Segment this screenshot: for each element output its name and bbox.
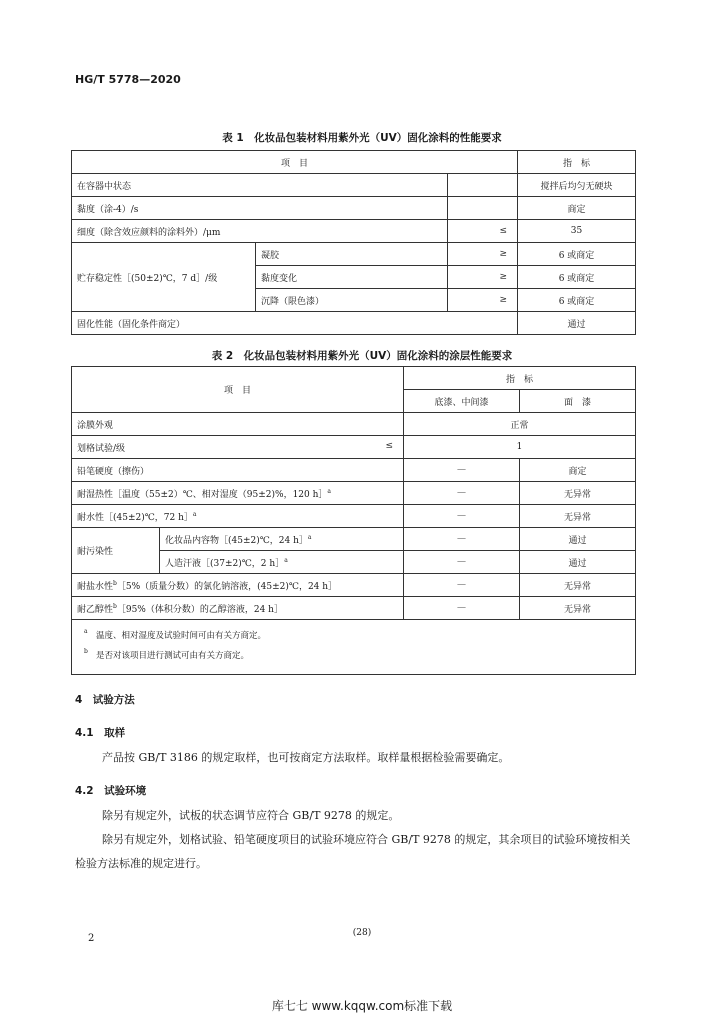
table-cell-sym: ≤ bbox=[448, 220, 518, 243]
crosshatch-sym: ≤ bbox=[385, 440, 393, 451]
table-row bbox=[72, 197, 636, 220]
item-text: 人造汗液［(37±2)℃，2 h］ bbox=[165, 558, 285, 569]
table2 bbox=[71, 366, 636, 675]
table2-header-row bbox=[72, 367, 636, 390]
table-cell-sym: ≥ bbox=[448, 289, 518, 312]
table1-header-row bbox=[72, 151, 636, 174]
table-cell-topcoat: 无异常 bbox=[520, 505, 636, 528]
item-text: 化妆品内容物［(45±2)℃，24 h］ bbox=[165, 535, 308, 546]
table2-head-spec: 指 标 bbox=[404, 367, 636, 390]
section-4-2-title: 4.2 试验环境 bbox=[75, 785, 147, 797]
table-cell-item: 黏度变化 bbox=[256, 266, 448, 289]
table-cell-value: 6 或商定 bbox=[518, 266, 636, 289]
section-4-2-para2: 除另有规定外，划格试验、铅笔硬度项目的试验环境应符合 GB/T 9278 的规定，其余项目的试验环境按相关检验方法标准的规定进行。 bbox=[75, 833, 631, 870]
note-b bbox=[84, 646, 625, 666]
item-text: ［5%（质量分数）的氯化钠溶液，(45±2)℃，24 h］ bbox=[116, 581, 338, 592]
table-cell-item bbox=[72, 505, 404, 528]
table1-caption: 表 1 化妆品包装材料用紫外光（UV）固化涂料的性能要求 bbox=[222, 132, 502, 144]
table-cell-sym: ≥ bbox=[448, 266, 518, 289]
footnote-ref: b bbox=[113, 602, 117, 610]
table-cell-value: 商定 bbox=[518, 197, 636, 220]
table-row bbox=[72, 312, 636, 335]
item-text: 耐乙醇性 bbox=[77, 604, 114, 615]
section-4-1-title: 4.1 取样 bbox=[75, 727, 126, 739]
table-cell-item: 在容器中状态 bbox=[72, 174, 448, 197]
table-cell-item: 黏度（涂-4）/s bbox=[72, 197, 448, 220]
table-notes-row bbox=[72, 620, 636, 675]
note-text: 是否对该项目进行测试可由有关方商定。 bbox=[96, 651, 250, 661]
table-cell-item bbox=[160, 551, 404, 574]
table-cell-sym: ≥ bbox=[448, 243, 518, 266]
footnote-ref: a bbox=[307, 533, 312, 541]
item-text: 耐湿热性［温度（55±2）℃、相对湿度（95±2)%，120 h］ bbox=[77, 489, 328, 500]
table-cell-item bbox=[72, 482, 404, 505]
standard-code-header: HG/T 5778—2020 bbox=[75, 73, 181, 86]
table-cell-primer: — bbox=[404, 551, 520, 574]
footnote-ref: a bbox=[192, 510, 197, 518]
original-page-number: (28) bbox=[352, 928, 372, 938]
table-cell-primer: — bbox=[404, 459, 520, 482]
table-cell-item: 沉降（限色漆） bbox=[256, 289, 448, 312]
table-cell-topcoat: 无异常 bbox=[520, 597, 636, 620]
stain-resistance-label: 耐污染性 bbox=[72, 528, 160, 574]
table2-head-item: 项 目 bbox=[72, 367, 404, 413]
table-row bbox=[72, 220, 636, 243]
table-row bbox=[72, 482, 636, 505]
table-cell-primer: — bbox=[404, 597, 520, 620]
footnote-ref: a bbox=[284, 556, 288, 564]
table-cell-primer: — bbox=[404, 482, 520, 505]
table-cell-primer: — bbox=[404, 505, 520, 528]
footnote-ref: a bbox=[327, 487, 331, 495]
section-4-1-text: 产品按 GB/T 3186 的规定取样，也可按商定方法取样。取样量根据检验需要确定。 bbox=[102, 751, 510, 764]
section-4-title: 4 试验方法 bbox=[75, 694, 135, 706]
table-cell-topcoat: 无异常 bbox=[520, 574, 636, 597]
table-row bbox=[72, 574, 636, 597]
table-cell-value: 通过 bbox=[518, 312, 636, 335]
table-cell-topcoat: 商定 bbox=[520, 459, 636, 482]
table-cell-item: 涂膜外观 bbox=[72, 413, 404, 436]
table1 bbox=[71, 150, 636, 335]
note-mark: a bbox=[84, 628, 88, 635]
table1-head-spec: 指 标 bbox=[518, 151, 636, 174]
table-cell-value: 正常 bbox=[404, 413, 636, 436]
table-row bbox=[72, 597, 636, 620]
crosshatch-label: 划格试验/级 bbox=[77, 443, 126, 454]
item-text: 耐盐水性 bbox=[77, 581, 114, 592]
table-row bbox=[72, 243, 636, 266]
table-cell-value: 6 或商定 bbox=[518, 243, 636, 266]
page-number: 2 bbox=[88, 933, 95, 944]
table-row bbox=[72, 459, 636, 482]
table-row bbox=[72, 413, 636, 436]
table-cell-topcoat: 通过 bbox=[520, 528, 636, 551]
table2-caption: 表 2 化妆品包装材料用紫外光（UV）固化涂料的涂层性能要求 bbox=[211, 350, 513, 362]
table-cell-item: 凝胶 bbox=[256, 243, 448, 266]
table-cell-item: 细度（除含效应颜料的涂料外）/μm bbox=[72, 220, 448, 243]
table1-head-item: 项 目 bbox=[72, 151, 518, 174]
table-cell-value: 6 或商定 bbox=[518, 289, 636, 312]
table-cell-item bbox=[72, 436, 404, 459]
table-row bbox=[72, 528, 636, 551]
item-text: ［95%（体积分数）的乙醇溶液，24 h］ bbox=[116, 604, 283, 615]
note-a bbox=[84, 626, 625, 646]
table-cell-primer: — bbox=[404, 528, 520, 551]
table-cell-item: 铅笔硬度（擦伤） bbox=[72, 459, 404, 482]
table-cell-value: 搅拌后均匀无硬块 bbox=[518, 174, 636, 197]
table-cell-item bbox=[160, 528, 404, 551]
table-cell-sym bbox=[448, 174, 518, 197]
table-cell-item bbox=[72, 597, 404, 620]
table-cell-sym bbox=[448, 197, 518, 220]
table-notes bbox=[72, 620, 636, 675]
section-4-2-para1: 除另有规定外，试板的状态调节应符合 GB/T 9278 的规定。 bbox=[102, 809, 400, 822]
table-cell-item bbox=[72, 574, 404, 597]
note-text: 温度、相对湿度及试验时间可由有关方商定。 bbox=[96, 631, 267, 641]
table-cell-item: 固化性能（固化条件商定） bbox=[72, 312, 518, 335]
storage-stability-label: 贮存稳定性［(50±2)℃，7 d］/级 bbox=[72, 243, 256, 312]
table-cell-topcoat: 无异常 bbox=[520, 482, 636, 505]
table-cell-value: 1 bbox=[404, 436, 636, 459]
table-cell-topcoat: 通过 bbox=[520, 551, 636, 574]
table-cell-primer: — bbox=[404, 574, 520, 597]
table-row bbox=[72, 505, 636, 528]
table-row bbox=[72, 174, 636, 197]
table2-head-primer: 底漆、中间漆 bbox=[404, 390, 520, 413]
item-text: 耐水性［(45±2)℃，72 h］ bbox=[77, 512, 193, 523]
footnote-ref: b bbox=[113, 579, 117, 587]
table-cell-value: 35 bbox=[518, 220, 636, 243]
table2-head-topcoat: 面 漆 bbox=[520, 390, 636, 413]
table-row bbox=[72, 436, 636, 459]
note-mark: b bbox=[84, 648, 88, 655]
watermark-text: 库七七 www.kqqw.com标准下载 bbox=[271, 999, 453, 1013]
